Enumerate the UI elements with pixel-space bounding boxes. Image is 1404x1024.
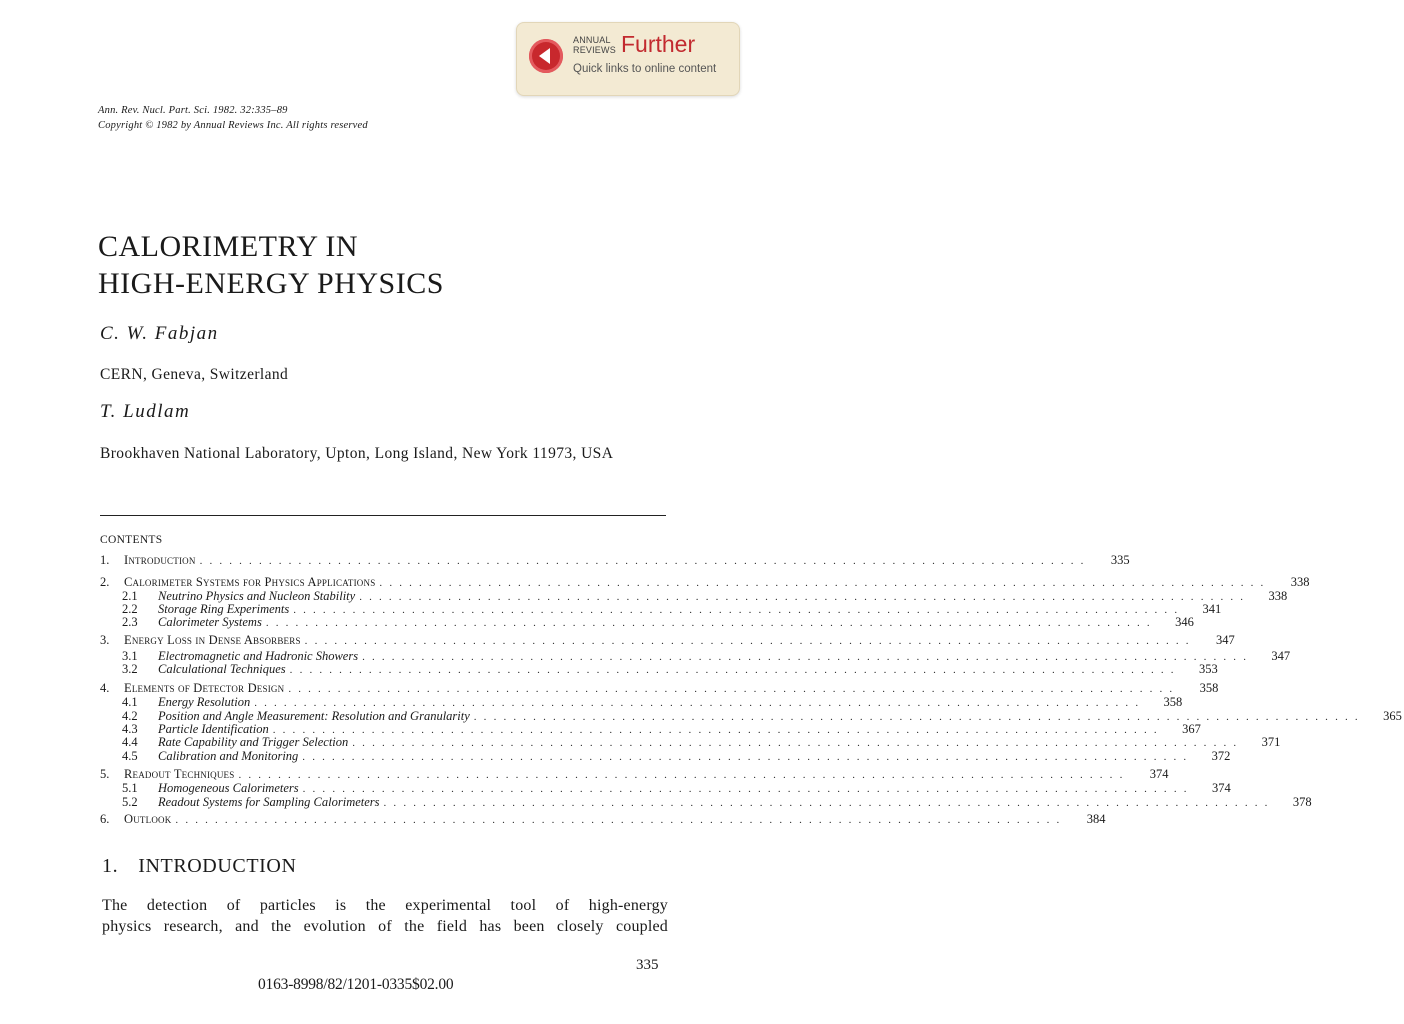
toc-entry-page: 372	[1211, 749, 1231, 763]
toc-entry-number: 2.	[100, 575, 110, 589]
toc-entry[interactable]	[100, 795, 1312, 809]
divider	[100, 515, 666, 516]
toc-entry[interactable]	[100, 722, 1201, 736]
toc-entry-label: Readout Techniques	[124, 767, 235, 781]
toc-entry-label: Rate Capability and Trigger Selection	[158, 735, 349, 749]
toc-entry-number: 4.2	[122, 709, 138, 723]
toc-entry[interactable]	[100, 749, 1231, 763]
toc-entry-label: Storage Ring Experiments	[158, 602, 290, 616]
toc-leader-dots: . . . . . . . . . . . . . . . . . . . . . . . . . . . . . . . . . . . . . . . . . . . . . . . . . . . . . . . . . . . . . . . . . . . . . . . . . . . . . . . . . . . . . . . . . .	[265, 617, 1152, 629]
toc-entry-number: 5.1	[122, 781, 138, 795]
toc-entry-label: Calibration and Monitoring	[158, 749, 299, 763]
toc-entry-number: 3.	[100, 633, 110, 647]
toc-entry[interactable]	[100, 709, 1402, 723]
author-name: T. Ludlam	[100, 401, 191, 422]
toc-entry[interactable]	[100, 602, 1222, 616]
author-affiliation: Brookhaven National Laboratory, Upton, Long Island, New York 11973, USA	[100, 445, 614, 462]
toc-leader-dots: . . . . . . . . . . . . . . . . . . . . . . . . . . . . . . . . . . . . . . . . . . . . . . . . . . . . . . . . . . . . . . . . . . . . . . . . . . . . . . . . . . . . . . . . . .	[473, 711, 1360, 723]
toc-entry-label: Elements of Detector Design	[124, 681, 285, 695]
toc-entry-number: 4.3	[122, 722, 138, 736]
toc-entry[interactable]	[100, 553, 1130, 567]
toc-entry-page: 358	[1199, 681, 1219, 695]
toc-entry-label: Particle Identification	[158, 722, 269, 736]
copyright-line: Copyright © 1982 by Annual Reviews Inc. All rights reserved	[98, 120, 368, 131]
toc-leader-dots: . . . . . . . . . . . . . . . . . . . . . . . . . . . . . . . . . . . . . . . . . . . . . . . . . . . . . . . . . . . . . . . . . . . . . . . . . . . . . . . . . . . . . . . . . .	[175, 814, 1062, 826]
toc-entry-number: 4.	[100, 681, 110, 695]
annual-reviews-wordmark	[573, 35, 616, 55]
contents-heading: CONTENTS	[100, 534, 163, 546]
toc-leader-dots: . . . . . . . . . . . . . . . . . . . . . . . . . . . . . . . . . . . . . . . . . . . . . . . . . . . . . . . . . . . . . . . . . . . . . . . . . . . . . . . . . . . . . . . . . .	[289, 664, 1176, 676]
toc-entry-page: 374	[1149, 767, 1169, 781]
toc-entry-label: Introduction	[124, 553, 196, 567]
section-heading	[102, 855, 297, 878]
author-affiliation: CERN, Geneva, Switzerland	[100, 366, 289, 383]
title-line-2: HIGH-ENERGY PHYSICS	[98, 267, 444, 300]
toc-entry-label: Electromagnetic and Hadronic Showers	[158, 649, 359, 663]
toc-entry-number: 2.2	[122, 602, 138, 616]
toc-entry-page: 378	[1292, 795, 1312, 809]
toc-entry-label: Outlook	[124, 812, 172, 826]
article-title	[98, 228, 444, 302]
toc-entry-page: 371	[1261, 735, 1281, 749]
toc-leader-dots: . . . . . . . . . . . . . . . . . . . . . . . . . . . . . . . . . . . . . . . . . . . . . . . . . . . . . . . . . . . . . . . . . . . . . . . . . . . . . . . . . . . . . . . . . .	[302, 783, 1189, 795]
toc-entry-number: 2.1	[122, 589, 138, 603]
toc-entry-number: 1.	[100, 553, 110, 567]
toc-entry-page: 341	[1202, 602, 1222, 616]
body-line: physics research, and the evolution of the field has been closely coupled	[102, 918, 668, 935]
quick-links-text[interactable]: Quick links to online content	[573, 63, 717, 75]
section-title: INTRODUCTION	[138, 855, 297, 877]
toc-leader-dots: . . . . . . . . . . . . . . . . . . . . . . . . . . . . . . . . . . . . . . . . . . . . . . . . . . . . . . . . . . . . . . . . . . . . . . . . . . . . . . . . . . . . . . . . . .	[238, 769, 1125, 781]
toc-entry-page: 347	[1215, 633, 1235, 647]
toc-entry-number: 4.1	[122, 695, 138, 709]
toc-entry-page: 384	[1086, 812, 1106, 826]
annual-reviews-further-badge[interactable]	[516, 22, 740, 96]
toc-entry-page: 338	[1268, 589, 1288, 603]
toc-entry-label: Calculational Techniques	[158, 662, 286, 676]
body-paragraph	[102, 895, 668, 937]
toc-entry[interactable]	[100, 767, 1169, 781]
toc-entry-page: 335	[1110, 553, 1130, 567]
further-label: Further	[621, 31, 696, 57]
toc-entry-page: 346	[1175, 615, 1194, 629]
title-line-1: CALORIMETRY IN	[98, 230, 359, 263]
toc-entry[interactable]	[100, 681, 1219, 695]
toc-entry-label: Homogeneous Calorimeters	[158, 781, 299, 795]
toc-leader-dots: . . . . . . . . . . . . . . . . . . . . . . . . . . . . . . . . . . . . . . . . . . . . . . . . . . . . . . . . . . . . . . . . . . . . . . . . . . . . . . . . . . . . . . . . . .	[383, 797, 1270, 809]
toc-entry-page: 353	[1198, 662, 1218, 676]
toc-leader-dots: . . . . . . . . . . . . . . . . . . . . . . . . . . . . . . . . . . . . . . . . . . . . . . . . . . . . . . . . . . . . . . . . . . . . . . . . . . . . . . . . . . . . . . . . . .	[199, 555, 1086, 567]
toc-entry-page: 338	[1290, 575, 1310, 589]
toc-leader-dots: . . . . . . . . . . . . . . . . . . . . . . . . . . . . . . . . . . . . . . . . . . . . . . . . . . . . . . . . . . . . . . . . . . . . . . . . . . . . . . . . . . . . . . . . . .	[288, 683, 1175, 695]
toc-entry-number: 2.3	[122, 615, 138, 629]
body-line: The detection of particles is the experimental tool of high-energy	[102, 897, 668, 914]
page-number: 335	[636, 957, 659, 973]
toc-entry[interactable]	[100, 615, 1194, 629]
toc-leader-dots: . . . . . . . . . . . . . . . . . . . . . . . . . . . . . . . . . . . . . . . . . . . . . . . . . . . . . . . . . . . . . . . . . . . . . . . . . . . . . . . . . . . . . . . . . .	[352, 737, 1239, 749]
toc-entry-page: 374	[1211, 781, 1231, 795]
toc-entry-page: 365	[1383, 709, 1402, 723]
author-name: C. W. Fabjan	[100, 323, 219, 344]
toc-entry-label: Energy Resolution	[158, 695, 251, 709]
toc-entry-label: Position and Angle Measurement: Resolution and Granularity	[158, 709, 470, 723]
toc-leader-dots: . . . . . . . . . . . . . . . . . . . . . . . . . . . . . . . . . . . . . . . . . . . . . . . . . . . . . . . . . . . . . . . . . . . . . . . . . . . . . . . . . . . . . . . . . .	[302, 751, 1189, 763]
toc-entry[interactable]	[100, 695, 1183, 709]
citation-line: Ann. Rev. Nucl. Part. Sci. 1982. 32:335–89	[98, 105, 288, 116]
toc-entry-number: 5.	[100, 767, 110, 781]
toc-entry[interactable]	[100, 649, 1291, 663]
toc-entry[interactable]	[100, 812, 1106, 826]
annual-label: ANNUAL	[573, 35, 611, 45]
toc-leader-dots: . . . . . . . . . . . . . . . . . . . . . . . . . . . . . . . . . . . . . . . . . . . . . . . . . . . . . . . . . . . . . . . . . . . . . . . . . . . . . . . . . . . . . . . . . .	[379, 577, 1266, 589]
toc-entry-label: Neutrino Physics and Nucleon Stability	[158, 589, 356, 603]
toc-leader-dots: . . . . . . . . . . . . . . . . . . . . . . . . . . . . . . . . . . . . . . . . . . . . . . . . . . . . . . . . . . . . . . . . . . . . . . . . . . . . . . . . . . . . . . . . . .	[293, 604, 1180, 616]
toc-entry-page: 347	[1271, 649, 1291, 663]
toc-entry-number: 5.2	[122, 795, 138, 809]
toc-entry[interactable]	[100, 589, 1288, 603]
toc-leader-dots: . . . . . . . . . . . . . . . . . . . . . . . . . . . . . . . . . . . . . . . . . . . . . . . . . . . . . . . . . . . . . . . . . . . . . . . . . . . . . . . . . . . . . . . . . .	[304, 635, 1191, 647]
toc-entry[interactable]	[100, 633, 1235, 647]
citation-block	[98, 103, 368, 133]
toc-leader-dots: . . . . . . . . . . . . . . . . . . . . . . . . . . . . . . . . . . . . . . . . . . . . . . . . . . . . . . . . . . . . . . . . . . . . . . . . . . . . . . . . . . . . . . . . . .	[359, 591, 1246, 603]
toc-entry-label: Energy Loss in Dense Absorbers	[124, 633, 301, 647]
section-number: 1.	[102, 855, 119, 877]
toc-entry-label: Readout Systems for Sampling Calorimeters	[158, 795, 380, 809]
toc-leader-dots: . . . . . . . . . . . . . . . . . . . . . . . . . . . . . . . . . . . . . . . . . . . . . . . . . . . . . . . . . . . . . . . . . . . . . . . . . . . . . . . . . . . . . . . . . .	[254, 697, 1141, 709]
toc-entry-page: 358	[1163, 695, 1183, 709]
toc-entry[interactable]	[100, 781, 1231, 795]
toc-entry-number: 3.1	[122, 649, 138, 663]
toc-entry-label: Calorimeter Systems	[158, 615, 262, 629]
toc-entry-page: 367	[1182, 722, 1201, 736]
reviews-label: REVIEWS	[573, 45, 616, 55]
toc-entry[interactable]	[100, 735, 1281, 749]
toc-entry-number: 4.5	[122, 749, 138, 763]
toc-entry[interactable]	[100, 575, 1310, 589]
toc-leader-dots: . . . . . . . . . . . . . . . . . . . . . . . . . . . . . . . . . . . . . . . . . . . . . . . . . . . . . . . . . . . . . . . . . . . . . . . . . . . . . . . . . . . . . . . . . .	[362, 651, 1249, 663]
article-code: 0163-8998/82/1201-0335$02.00	[258, 976, 454, 993]
toc-entry-number: 6.	[100, 812, 110, 826]
toc-leader-dots: . . . . . . . . . . . . . . . . . . . . . . . . . . . . . . . . . . . . . . . . . . . . . . . . . . . . . . . . . . . . . . . . . . . . . . . . . . . . . . . . . . . . . . . . . .	[272, 724, 1159, 736]
play-back-icon	[529, 39, 563, 73]
toc-entry-label: Calorimeter Systems for Physics Applications	[124, 575, 376, 589]
toc-entry-number: 3.2	[122, 662, 138, 676]
toc-entry[interactable]	[100, 662, 1218, 676]
toc-entry-number: 4.4	[122, 735, 138, 749]
